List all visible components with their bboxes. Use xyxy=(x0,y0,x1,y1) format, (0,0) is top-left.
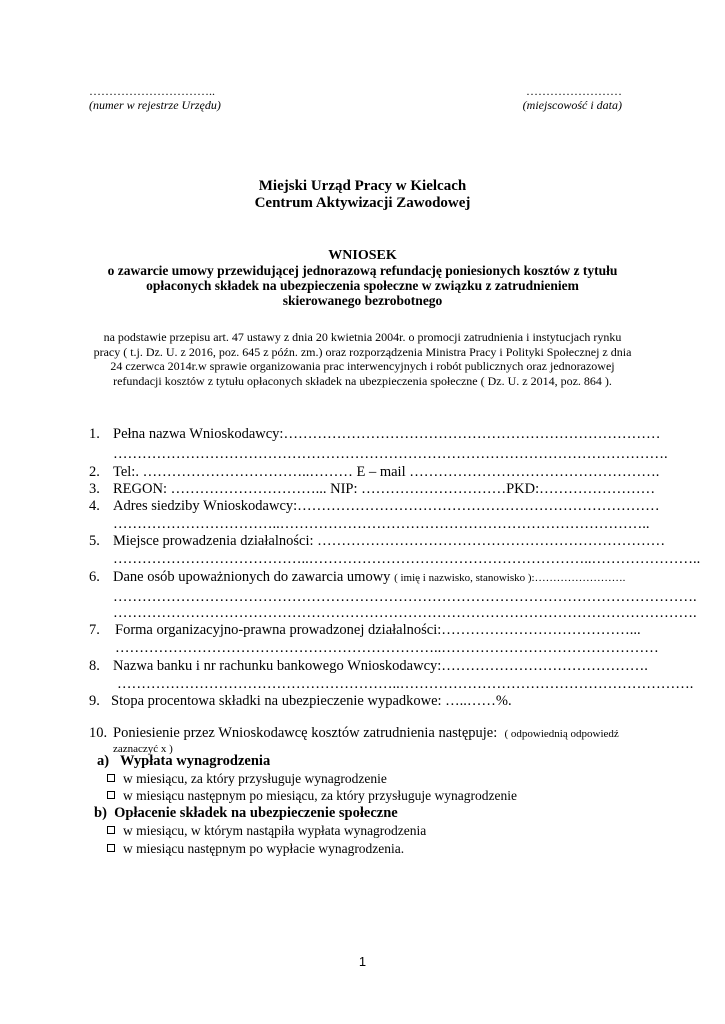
item-hint: ( imię i nazwisko, stanowisko ):……………………. xyxy=(394,572,626,584)
institution-line-2: Centrum Aktywizacji Zawodowej xyxy=(254,195,471,211)
title-line-4: skierowanego bezrobotnego xyxy=(282,293,443,308)
bank-account-continuation[interactable]: …………………………………………………..……………………………………………………. xyxy=(117,676,694,692)
option-b1-checkbox[interactable] xyxy=(107,822,426,839)
item-number: 9. xyxy=(89,693,100,709)
document-title xyxy=(80,248,645,308)
title-line-1: WNIOSEK xyxy=(328,248,397,263)
title-line-3: opłaconych składek na ubezpieczenia społeczne w związku z zatrudnieniem xyxy=(146,278,579,293)
item-number: 7. xyxy=(89,622,100,638)
item-number: 1. xyxy=(89,426,100,442)
legal-form-continuation[interactable]: …………………………………………………………..……………………………………… xyxy=(115,640,659,656)
place-date-dots: …………………… xyxy=(526,84,622,98)
option-a2-label: w miesiącu następnym po miesiącu, za który przysługuje wynagrodzenie xyxy=(123,788,518,803)
item-number: 2. xyxy=(89,464,100,480)
item-label: Miejsce prowadzenia działalności: ……………………………………………………………… xyxy=(113,533,666,549)
item-number: 6. xyxy=(89,569,100,585)
checkbox-icon[interactable] xyxy=(107,826,115,834)
option-b2-checkbox[interactable] xyxy=(107,840,404,857)
page-number: 1 xyxy=(358,954,367,969)
legal-basis xyxy=(85,330,640,388)
option-b2-label: w miesiącu następnym po wypłacie wynagrodzenia. xyxy=(123,841,405,856)
item-number: 8. xyxy=(89,658,100,674)
item-label: REGON: …………………………... NIP: …………………………PKD:…………………… xyxy=(113,481,656,497)
item-number: 4. xyxy=(89,498,100,514)
item-label: Nazwa banku i nr rachunku bankowego Wnioskodawcy:……………………………………. xyxy=(113,658,648,674)
authorized-persons-line-1[interactable]: …………………………………………………………………………………………………………. xyxy=(113,589,697,605)
legal-line-3: 24 czerwca 2014r.w sprawie organizowania prac interwencyjnych i robót publicznych oraz jednorazowej xyxy=(110,359,615,373)
item-label xyxy=(113,568,625,587)
item-label: Pełna nazwa Wnioskodawcy:…………………………………………………………………… xyxy=(113,426,661,442)
legal-line-1: na podstawie przepisu art. 47 ustawy z dnia 20 kwietnia 2004r. o promocji zatrudnienia i instytucjach rynku xyxy=(103,330,622,344)
employment-costs-hint-continuation: zaznaczyć x ) xyxy=(113,743,173,755)
item-number: 5. xyxy=(89,533,100,549)
section-a-label: a) xyxy=(97,753,110,769)
registry-number-label: (numer w rejestrze Urzędu) xyxy=(89,98,221,112)
checkbox-icon[interactable] xyxy=(107,791,115,799)
title-line-2: o zawarcie umowy przewidującej jednorazową refundację poniesionych kosztów z tytułu xyxy=(107,263,618,278)
registry-number-field xyxy=(89,84,221,112)
item-label-text: Poniesienie przez Wnioskodawcę kosztów zatrudnienia następuje: xyxy=(113,725,498,741)
item-label-text: Dane osób upoważnionych do zawarcia umowy xyxy=(113,569,391,585)
option-a1-checkbox[interactable] xyxy=(107,770,387,787)
section-b-label: b) xyxy=(94,805,107,821)
checkbox-icon[interactable] xyxy=(107,774,115,782)
institution-line-1: Miejski Urząd Pracy w Kielcach xyxy=(258,178,467,194)
checkbox-icon[interactable] xyxy=(107,844,115,852)
authorized-persons-line-2[interactable]: …………………………………………………………………………………………………………. xyxy=(113,605,697,621)
item-label xyxy=(113,724,619,743)
institution-name xyxy=(0,178,725,212)
business-location-continuation[interactable]: …………………………………..…………………………………………………..………………….. xyxy=(113,551,701,567)
option-a2-checkbox[interactable] xyxy=(107,787,517,804)
section-b-heading xyxy=(94,804,398,822)
item-number: 10. xyxy=(89,725,108,741)
item-label: Forma organizacyjno-prawna prowadzonej działalności:…………………………………... xyxy=(115,622,641,638)
item-label: Adres siedziby Wnioskodawcy:………………………………………………………………… xyxy=(113,498,660,514)
registry-number-dots: ………………………….. xyxy=(89,84,215,98)
registered-address-continuation[interactable]: ……………………………..………………………………………………………………….. xyxy=(113,516,650,532)
item-label: Tel:. ……………………………..……… E – mail ……………………………………………. xyxy=(113,464,660,480)
section-a-heading xyxy=(97,752,270,770)
place-date-field xyxy=(523,84,622,112)
item-number: 3. xyxy=(89,481,100,497)
item-hint: ( odpowiednią odpowiedź xyxy=(504,728,619,740)
legal-line-4: refundacji kosztów z tytułu opłaconych składek na ubezpieczenia społeczne ( Dz. U. z 2014, poz. 864 ). xyxy=(113,373,612,388)
section-a-title: Wypłata wynagrodzenia xyxy=(119,753,271,769)
option-b1-label: w miesiącu, w którym nastąpiła wypłata wynagrodzenia xyxy=(123,823,427,838)
option-a1-label: w miesiącu, za który przysługuje wynagrodzenie xyxy=(123,771,387,786)
place-date-label: (miejscowość i data) xyxy=(522,98,622,112)
applicant-name-continuation[interactable]: ……………………………………………………………………………………………………. xyxy=(113,446,668,462)
item-label: Stopa procentowa składki na ubezpieczenie wypadkowe: …..……%. xyxy=(111,693,512,709)
legal-line-2: pracy ( t.j. Dz. U. z 2016, poz. 645 z późn. zm.) oraz rozporządzenia Ministra Pracy i Polityki Społecznej z dnia xyxy=(93,344,632,359)
section-b-title: Opłacenie składek na ubezpieczenie społeczne xyxy=(114,805,398,821)
